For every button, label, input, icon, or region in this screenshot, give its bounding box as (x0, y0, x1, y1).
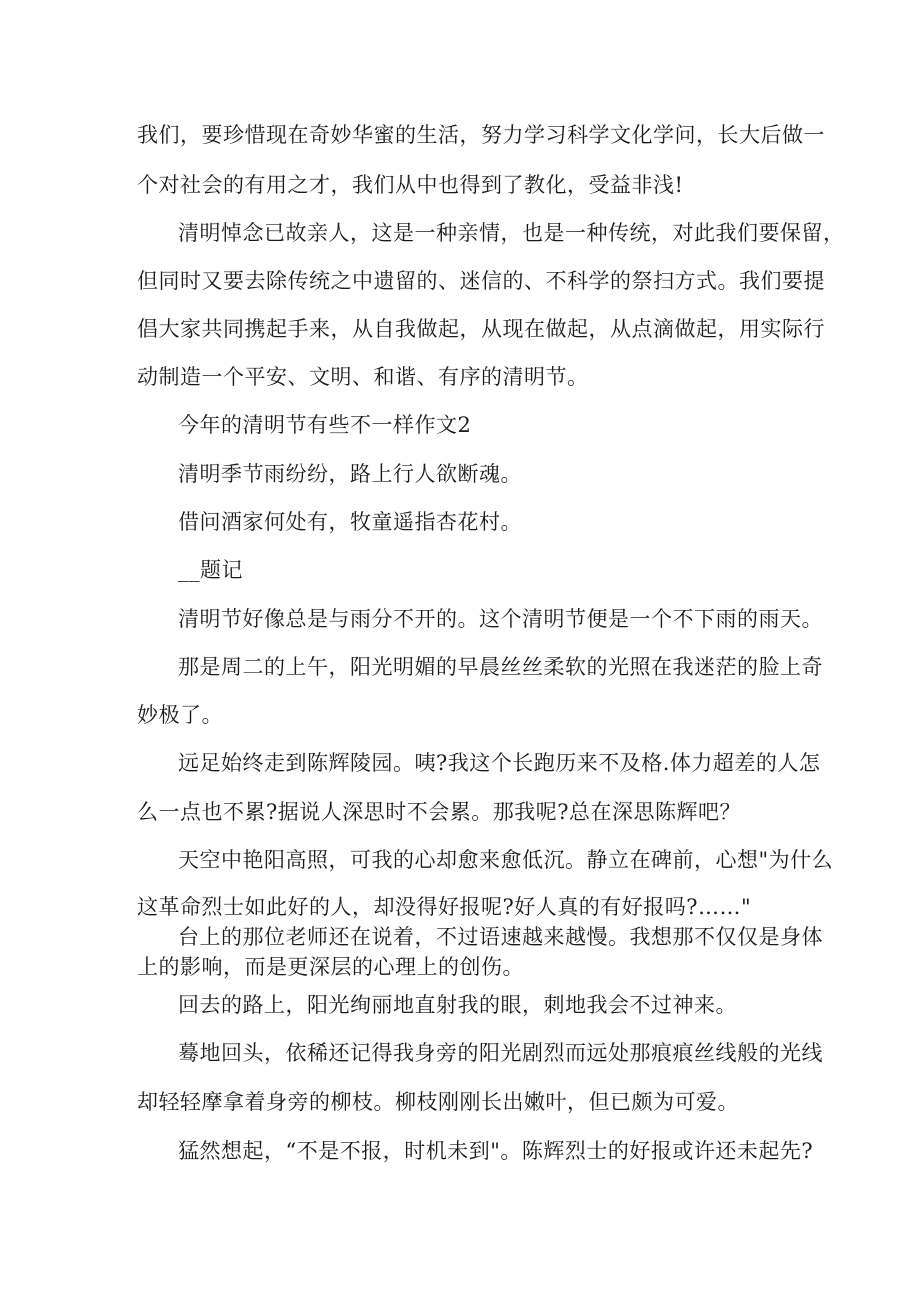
text-line: 回去的路上，阳光绚丽地直射我的眼，刺地我会不过神来。 (178, 993, 737, 1017)
text-line: 动制造一个平安、文明、和谐、有序的清明节。 (137, 365, 589, 389)
text-line: 倡大家共同携起手来，从自我做起，从现在做起，从点滴做起，用实际行 (137, 317, 825, 341)
text-line: 台上的那位老师还在说着，不过语速越来越慢。我想那不仅仅是身体 (178, 925, 823, 949)
text-line: 这革命烈士如此好的人，却没得好报呢?好人真的有好报吗?……" (137, 895, 752, 919)
text-line: 却轻轻摩拿着身旁的柳枝。柳枝刚刚长出嫩叶，但已颇为可爱。 (137, 1090, 739, 1114)
text-line: 清明节好像总是与雨分不开的。这个清明节便是一个不下雨的雨天。 (178, 607, 823, 631)
text-line: 天空中艳阳高照，可我的心却愈来愈低沉。静立在碑前，心想"为什么 (178, 848, 834, 872)
text-line: 个对社会的有用之才，我们从中也得到了教化，受益非浅! (137, 173, 684, 197)
poem-line: 清明季节雨纷纷，路上行人欲断魂。 (178, 462, 522, 486)
section-heading: 今年的清明节有些不一样作文2 (178, 413, 472, 437)
epigraph-note: __题记 (178, 558, 243, 582)
text-line: 那是周二的上午，阳光明媚的早晨丝丝柔软的光照在我迷茫的脸上奇 (178, 655, 823, 679)
text-line: 我们，要珍惜现在奇妙华蜜的生活，努力学习科学文化学问，长大后做一 (137, 123, 825, 147)
poem-line: 借问酒家何处有，牧童遥指杏花村。 (178, 510, 522, 534)
text-line: 蓦地回头，依稀还记得我身旁的阳光剧烈而远处那痕痕丝线般的光线 (178, 1041, 823, 1065)
text-line: 猛然想起，“不是不报，时机未到"。陈辉烈士的好报或许还未起先? (178, 1139, 814, 1163)
text-line: 远足始终走到陈辉陵园。咦?我这个长跑历来不及格.体力超差的人怎 (178, 751, 821, 775)
text-line: 么一点也不累?据说人深思时不会累。那我呢?总在深思陈辉吧？ (137, 800, 742, 824)
text-line: 上的影响，而是更深层的心理上的创伤。 (137, 955, 524, 979)
text-line: 清明悼念已故亲人，这是一种亲情，也是一种传统，对此我们要保留， (178, 221, 845, 245)
text-line: 但同时又要去除传统之中遗留的、迷信的、不科学的祭扫方式。我们要提 (137, 269, 825, 293)
text-line: 妙极了。 (137, 703, 223, 727)
